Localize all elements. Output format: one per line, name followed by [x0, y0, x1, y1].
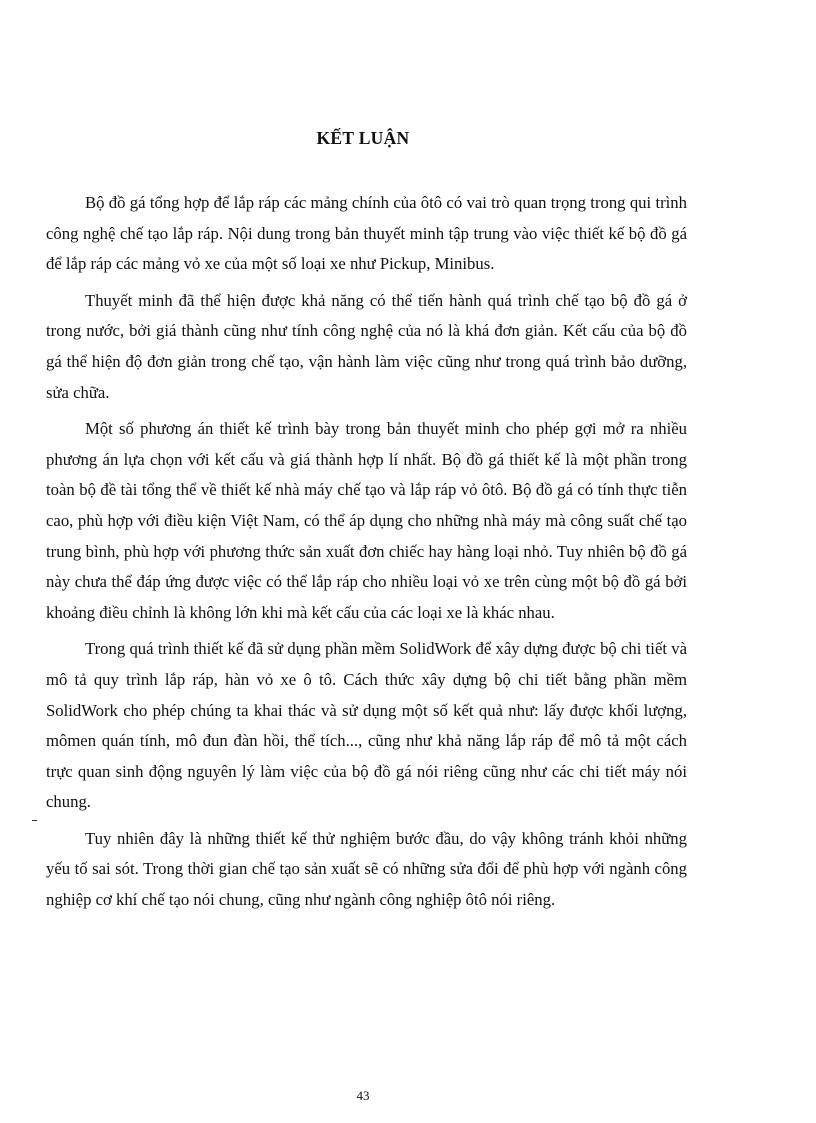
margin-mark [32, 820, 37, 821]
page-number: 43 [356, 1088, 370, 1103]
paragraph-5: Tuy nhiên đây là những thiết kế thử nghiệm bước đầu, do vậy không tránh khỏi những yếu tố sai sót. Trong thời gian chế tạo sản xuất sẽ có những sửa đổi để phù hợp với ngành công nghiệp cơ khí chế tạo nói chung, cũng như ngành công nghiệp ôtô nói riêng. [46, 828, 687, 910]
page-title: KẾT LUẬN [316, 128, 410, 148]
paragraph-2: Thuyết minh đã thể hiện được khả năng có thể tiến hành quá trình chế tạo bộ đồ gá ở trong nước, bởi giá thành cũng như tính công nghệ của nó là khá đơn giản. Kết cấu của bộ đồ gá thể hiện độ đơn giản trong chế tạo, vận hành làm việc cũng như trong quá trình bảo dưỡng, sửa chữa. [46, 290, 687, 402]
conclusion-body [46, 188, 687, 922]
paragraph-1: Bộ đồ gá tổng hợp để lắp ráp các mảng chính của ôtô có vai trò quan trọng trong qui trình công nghệ chế tạo lắp ráp. Nội dung trong bản thuyết minh tập trung vào việc thiết kế bộ đồ gá để lắp ráp các mảng vỏ xe của một số loại xe như Pickup, Minibus. [46, 193, 687, 274]
paragraph-4: Trong quá trình thiết kế đã sử dụng phần mềm SolidWork để xây dựng được bộ chi tiết và mô tả quy trình lắp ráp, hàn vỏ xe ô tô. Cách thức xây dựng bộ chi tiết bằng phần mềm SolidWork cho phép chúng ta khai thác và sử dụng một số kết quả như: lấy được khối lượng, mômen quán tính, mô đun đàn hồi, thể tích..., cũng như khả năng lắp ráp để mô tả một cách trực quan sinh động nguyên lý làm việc của bộ đồ gá nói riêng cũng như các chi tiết máy nói chung. [46, 639, 687, 812]
paragraph-3: Một số phương án thiết kế trình bày trong bản thuyết minh cho phép gợi mở ra nhiều phương án lựa chọn với kết cấu và giá thành hợp lí nhất. Bộ đồ gá thiết kế là một phần trong toàn bộ đề tài tổng thể về thiết kế nhà máy chế tạo và lắp ráp vỏ ôtô. Bộ đồ gá có tính thực tiễn cao, phù hợp với điều kiện Việt Nam, có thể áp dụng cho những nhà máy mà công suất chế tạo trung bình, phù hợp với phương thức sản xuất đơn chiếc hay hàng loại nhỏ. Tuy nhiên bộ đồ gá này chưa thể đáp ứng được việc có thể lắp ráp cho nhiều loại vỏ xe trên cùng một bộ đồ gá bởi khoảng điều chỉnh là không lớn khi mà kết cấu của các loại xe là khác nhau. [46, 419, 687, 622]
